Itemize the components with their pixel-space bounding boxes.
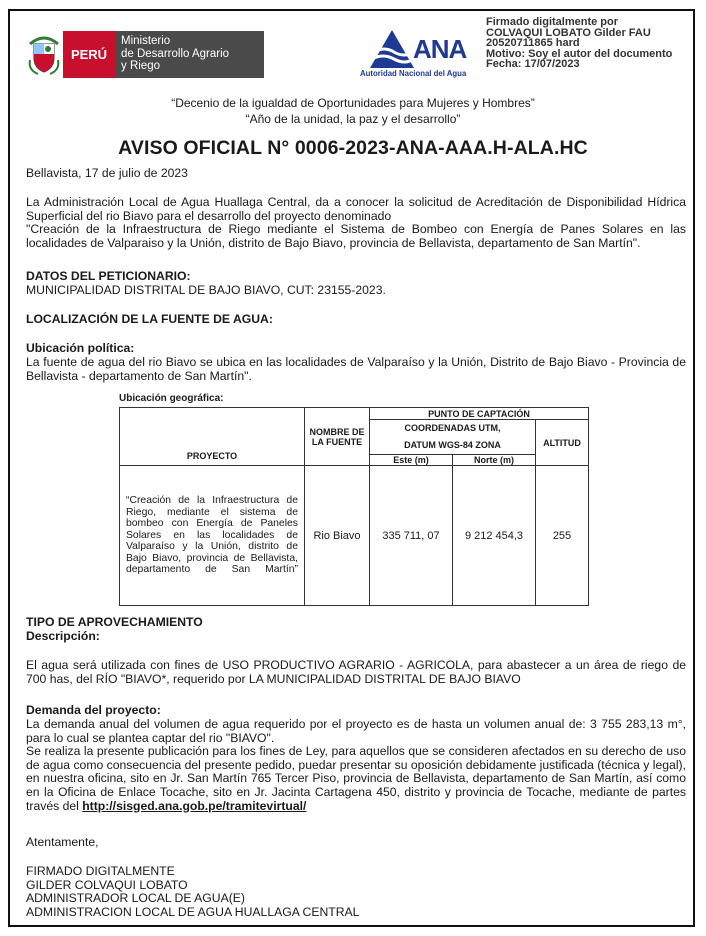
signature-stamp-line: Firmado digitalmente por [486,16,619,28]
closing: Atentamente, [26,835,99,849]
col-fuente: NOMBRE DE LA FUENTE [305,408,370,466]
ministry-name [115,31,264,78]
publicacion-text: Se realiza la presente publicación para los fines de Ley, para aquellos que se consideren afectados en su derecho de uso de agua como consecuencia del presente pedido, puedar presentar su oposición debidamente justificada (técnica y legal), en nuestra oficina, sito en Jr. San Martín 765 Tercer Piso, provincia de Bellavista, departamento de San Martín, así como en la Oficina de Enlace Tocache, sito en Jr. Jacinta Cartagena 450, distrito y provincia de Tocache, mediante de partes través del [26,744,686,813]
notice-title: AVISO OFICIAL N° 0006-2023-ANA-AAA.H-ALA.HC [118,137,588,159]
row-proyecto: “Creación de la Infraestructura de Riego, mediante el sistema de bombeo con Energía de Paneles Solares en las localidades de Valparaíso y la Unión, distrito de Bajo Biavo, provincia de Bellavista, departamento de San Martín” [120,466,305,606]
descripcion-heading: Descripción: [26,629,100,643]
intro-text: La Administración Local de Agua Huallaga Central, da a conocer la solicitud de Acreditación de Disponibilidad Hídrica Superficial del rio Biavo para el desarrollo del proyecto denominado [26,195,686,223]
signature-block [26,865,686,919]
petitioner-heading: DATOS DEL PETICIONARIO: [26,269,191,283]
row-este: 335 711, 07 [370,466,453,606]
descripcion-text: El agua será utilizada con fines de USO PRODUCTIVO AGRARIO - AGRICOLA, para abastecer a un área de riego de 700 has, del RÍO "BIAVO*, requerido por LA MUNICIPALIDAD DISTRITAL DE BAJO BIAVO [26,658,686,686]
signature-line: ADMINISTRACION LOCAL DE AGUA HUALLAGA CENTRAL [26,904,360,919]
ministry-line: de Desarrollo Agrario [121,47,230,60]
col-altitud: ALTITUD [536,420,589,466]
signature-line: GILDER COLVAQUI LOBATO [26,877,188,892]
demanda-text: La demanda anual del volumen de agua requerido por el proyecto es de hasta un volumen anual de: 3 755 283,13 m°, para lo cual se plantea captar del rio "BIAVO". [26,717,686,745]
project-quote: "Creación de la Infraestructura de Riego mediante el Sistema de Bombeo con Energía de Panes Solares en las localidades de Valparaiso y la Unión, distrito de Bajo Biavo, provincia de Bellavista, departamento de San Martín". [26,222,686,250]
row-altitud: 255 [536,466,589,606]
signature-line: ADMINISTRADOR LOCAL DE AGUA(E) [26,891,245,906]
demanda-heading: Demanda del proyecto: [26,703,161,717]
geo-table-image [115,393,591,608]
location-heading: LOCALIZACIÓN DE LA FUENTE DE AGUA: [26,312,273,326]
col-norte: Norte (m) [453,455,536,466]
political-text: La fuente de agua del rio Biavo se ubica en las localidades de Valparaíso y la Unión, Distrito de Bajo Biavo - Provincia de Bellavista - departamento de San Martín". [26,355,686,383]
tramite-virtual-link[interactable]: http://sisged.ana.gob.pe/tramitevirtual/ [82,798,307,813]
decade-slogans [0,96,706,127]
ana-subtitle: Autoridad Nacional del Agua [360,69,467,78]
demanda-paragraph [26,718,686,813]
row-norte: 9 212 454,3 [453,466,536,606]
petitioner-value: MUNICIPALIDAD DISTRITAL DE BAJO BIAVO, CUT: 23155-2023. [26,283,386,297]
col-este: Este (m) [370,455,453,466]
col-datum-label: DATUM WGS-84 ZONA [404,440,501,450]
digital-signature-stamp [486,17,672,70]
ministry-line: Ministerio [121,35,171,47]
ana-logo [360,28,480,80]
ana-label: ANA [413,34,467,64]
signature-stamp-line: Fecha: 17/07/2023 [486,58,580,71]
signature-line: FIRMADO DIGITALMENTE [26,864,175,878]
decenio-slogan: “Decenio de la igualdad de Oportunidades para Mujeres y Hombres” [171,96,535,110]
col-coord [370,420,536,455]
date-line: Bellavista, 17 de julio de 2023 [26,166,188,180]
ministry-line: y Riego [121,60,160,72]
signature-stamp-line: 20520711865 hard [486,37,580,50]
signature-stamp-line: Motivo: Soy el autor del documento [486,47,673,60]
political-heading: Ubicación política: [26,341,135,355]
col-punto: PUNTO DE CAPTACIÓN [370,408,589,420]
row-fuente: Rio Biavo [305,466,370,606]
col-coord-label: COORDENADAS UTM, [404,423,501,433]
peru-coat-of-arms-logo [26,30,62,78]
peru-label: PERÚ [63,31,115,78]
anio-slogan: “Año de la unidad, la paz y el desarrollo” [245,111,461,126]
intro-paragraph [26,196,686,250]
signature-stamp-line: COLVAQUI LOBATO Gilder FAU [486,26,651,39]
ana-wave-icon [370,30,414,68]
col-proyecto: PROYECTO [120,408,305,466]
geo-table [119,407,589,606]
ministry-logo [63,31,264,78]
geo-table-caption: Ubicación geográfica: [119,393,224,404]
tipo-heading: TIPO DE APROVECHAMIENTO [26,615,203,629]
